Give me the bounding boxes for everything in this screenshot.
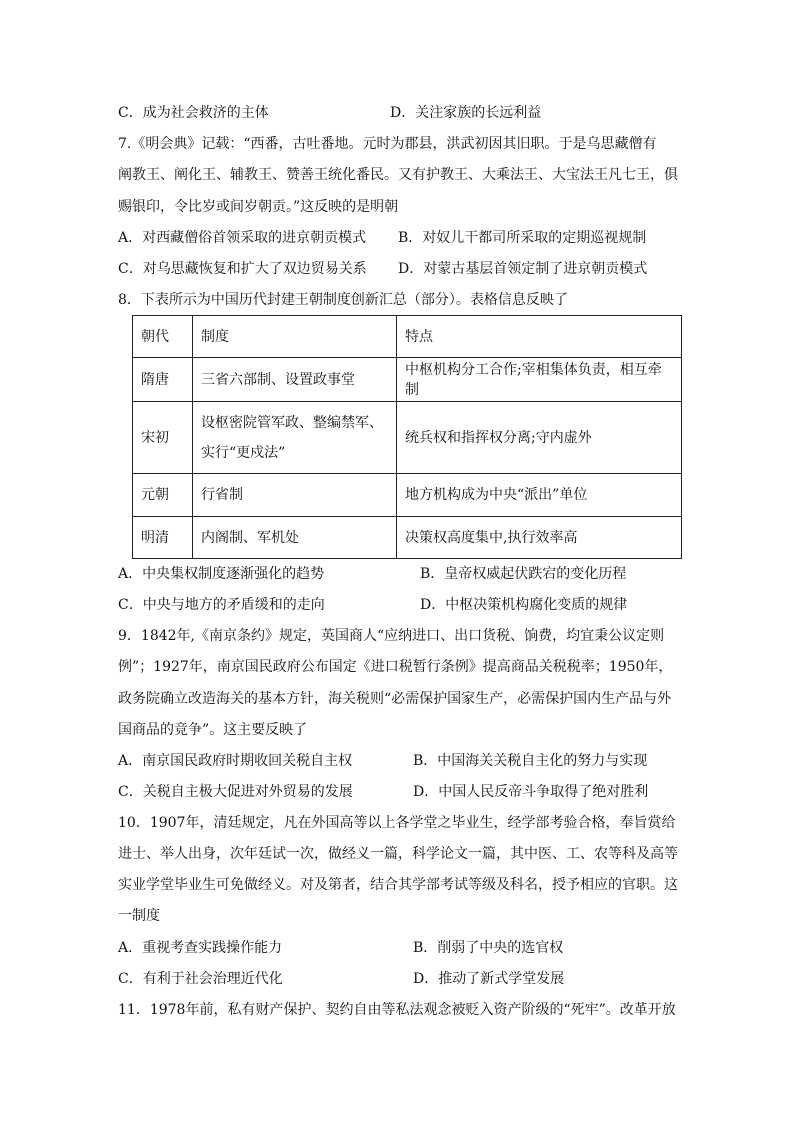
q8-option-c: C．中央与地方的矛盾缓和的走向 [118, 597, 325, 613]
table-cell-system: 行省制 [193, 474, 397, 517]
q9-option-b: B．中国海关关税自主化的努力与实现 [413, 753, 648, 769]
q9-option-c: C．关税自主极大促进对外贸易的发展 [118, 784, 353, 800]
table-cell-system: 内阁制、军机处 [193, 517, 397, 559]
q7-option-d: D．对蒙古基层首领定制了进京朝贡模式 [398, 261, 648, 277]
q8-option-a: A．中央集权制度逐渐强化的趋势 [118, 566, 325, 582]
q7-option-b: B．对奴儿干都司所采取的定期巡视规制 [398, 230, 647, 246]
q9-option-a: A．南京国民政府时期收回关税自主权 [118, 753, 353, 769]
table-row [133, 517, 682, 559]
table-cell-feature: 决策权高度集中,执行效率高 [397, 517, 682, 559]
q9-stem-line-2: 例”；1927年，南京国民政府公布国定《进口税暂行条例》提高商品关税税率；1950年， [118, 659, 673, 675]
table-cell-feature: 中枢机构分工合作;宰相集体负责，相互牵制 [397, 358, 682, 402]
table-cell-system [193, 402, 397, 474]
table-cell-dynasty: 明清 [133, 517, 193, 559]
table-header-system: 制度 [193, 316, 397, 358]
q9-stem-line-1: 9．1842年,《南京条约》规定，英国商人“应纳进口、出口货税、饷费，均宜秉公议定则 [118, 628, 665, 644]
q7-stem-line-3: 赐银印，令比岁或间岁朝贡。”这反映的是明朝 [118, 199, 399, 215]
q9-stem-line-4: 国商品的竞争”。这主要反映了 [118, 722, 308, 738]
q10-option-a: A．重视考查实践操作能力 [118, 940, 283, 956]
q9-option-d: D．中国人民反帝斗争取得了绝对胜利 [413, 784, 649, 800]
q11-stem-line-1: 11．1978年前，私有财产保护、契约自由等私法观念被贬入资产阶级的“死牢”。改革开放 [118, 1002, 676, 1018]
table-row [133, 358, 682, 402]
q8-option-d: D．中枢决策机构腐化变质的规律 [420, 597, 628, 613]
table-cell-dynasty: 元朝 [133, 474, 193, 517]
table-cell-dynasty: 宋初 [133, 402, 193, 474]
table-cell-system-line-2: 实行“更戍法” [201, 444, 286, 461]
table-header-dynasty: 朝代 [133, 316, 193, 358]
q8-option-b: B．皇帝权威起伏跌宕的变化历程 [420, 566, 627, 582]
table-cell-system-line-1: 设枢密院管军政、整编禁军、 [201, 414, 383, 431]
q10-stem-line-3: 实业学堂毕业生可免做经义。对及第者，结合其学部考试等级及科名，授予相应的官职。这 [118, 877, 678, 893]
table-row [133, 402, 682, 474]
table-cell-feature: 统兵权和指挥权分离;守内虚外 [397, 402, 682, 474]
q7-stem-line-1: 7.《明会典》记载：“西番，古吐番地。元时为郡县，洪武初因其旧职。于是乌思藏僧有 [118, 136, 657, 152]
q8-stem: 8．下表所示为中国历代封建王朝制度创新汇总（部分）。表格信息反映了 [118, 292, 568, 308]
q10-option-d: D．推动了新式学堂发展 [413, 971, 565, 987]
table-cell-feature: 地方机构成为中央“派出”单位 [397, 474, 682, 517]
table-header-feature: 特点 [397, 316, 682, 358]
q10-stem-line-1: 10．1907年，清廷规定，凡在外国高等以上各学堂之毕业生，经学部考验合格，奉旨赏给 [118, 815, 676, 831]
q10-option-c: C．有利于社会治理近代化 [118, 971, 283, 987]
q9-stem-line-3: 政务院确立改造海关的基本方针，海关税则“必需保护国家生产，必需保护国内生产品与外 [118, 691, 672, 707]
table-cell-system: 三省六部制、设置政事堂 [193, 358, 397, 402]
table-cell-dynasty: 隋唐 [133, 358, 193, 402]
q7-option-c: C．对乌思藏恢复和扩大了双边贸易关系 [118, 261, 367, 277]
q10-stem-line-2: 进士、举人出身，次年廷试一次，做经义一篇，科学论文一篇，其中医、工、农等科及高等 [118, 846, 678, 862]
q7-option-a: A．对西藏僧俗首领采取的进京朝贡模式 [118, 230, 367, 246]
q10-option-b: B．削弱了中央的选官权 [413, 940, 564, 956]
table-header-row [133, 316, 682, 358]
q8-table [132, 315, 682, 559]
q7-stem-line-2: 阐教王、阐化王、辅教王、赞善王统化番民。又有护教王、大乘法王、大宝法王凡七王，俱 [118, 167, 678, 183]
q10-stem-line-4: 一制度 [118, 908, 160, 924]
q6-option-c: C．成为社会救济的主体 [118, 105, 269, 121]
q6-option-d: D．关注家族的长远利益 [390, 105, 542, 121]
table-row [133, 474, 682, 517]
